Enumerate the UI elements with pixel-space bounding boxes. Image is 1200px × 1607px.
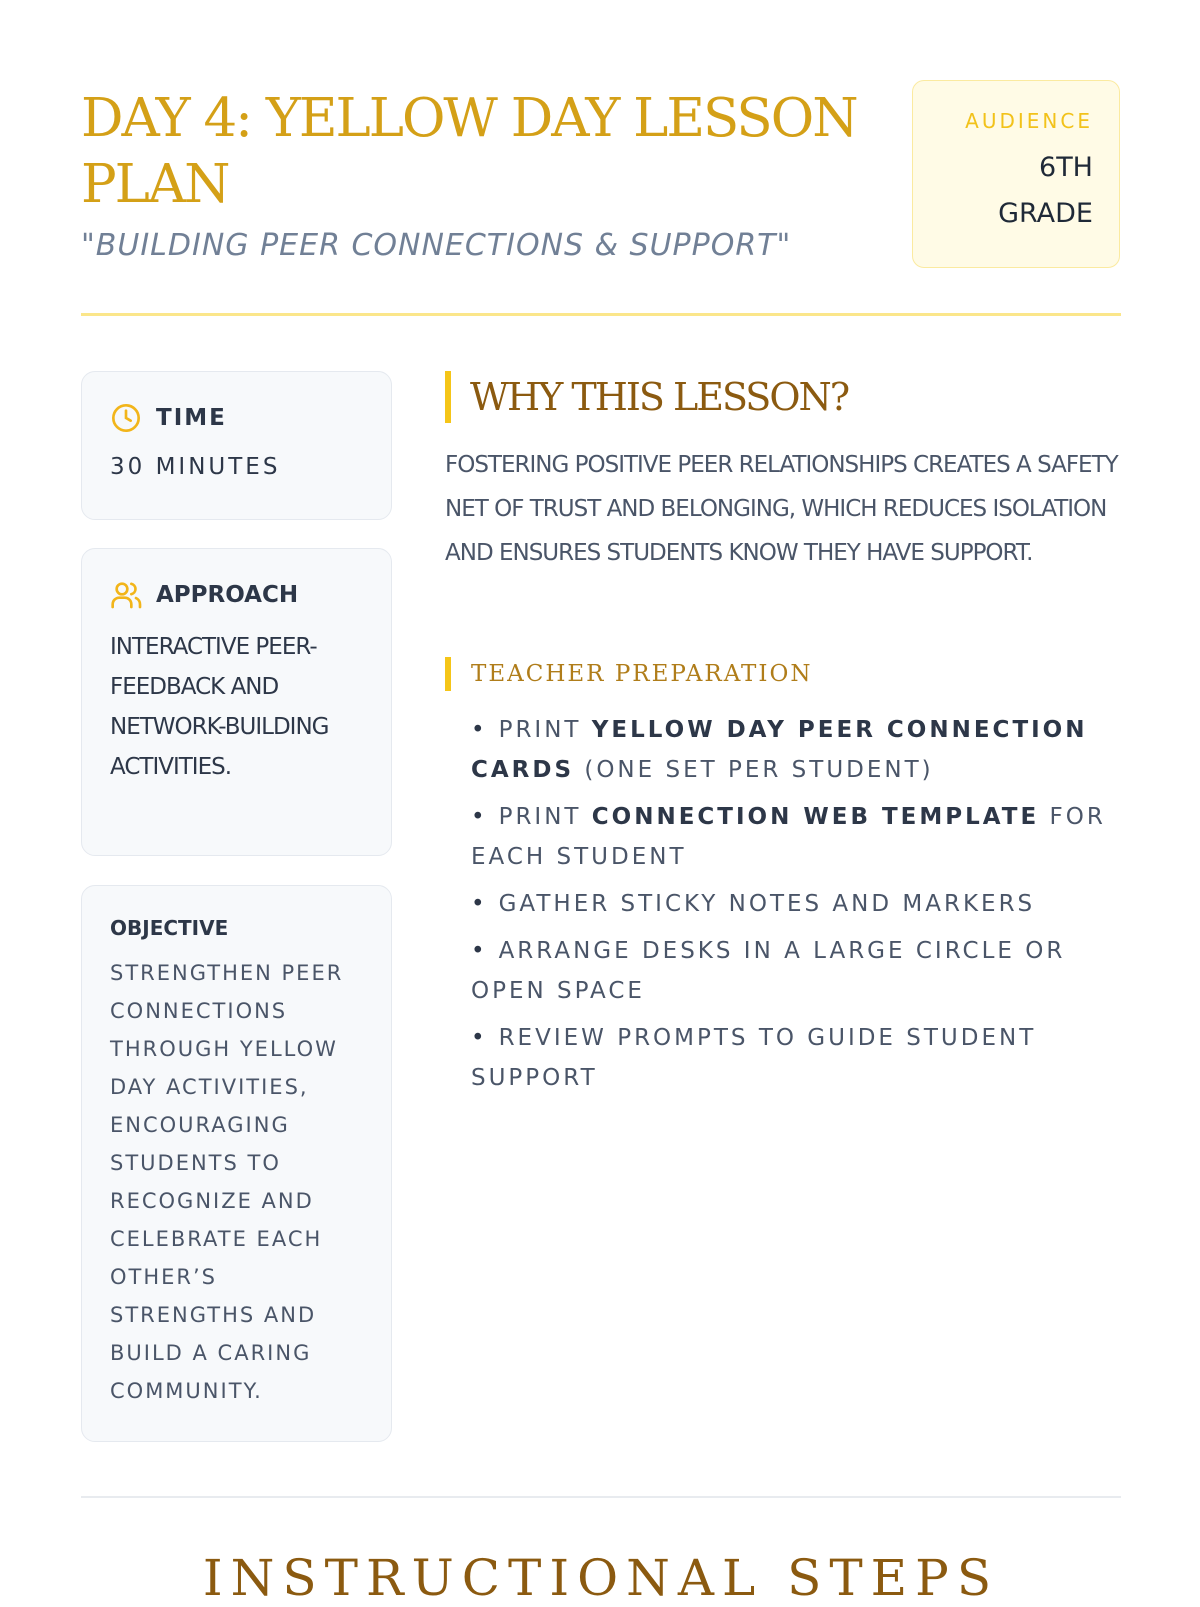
instructional-steps-heading: INSTRUCTIONAL STEPS [202,1549,1000,1607]
audience-badge [912,80,1120,268]
audience-value [913,145,1093,237]
audience-value-line2: GRADE [998,198,1093,229]
why-heading: WHY THIS LESSON? [445,371,848,423]
list-item: • PRINT CONNECTION WEB TEMPLATE FOR EACH STUDENT [471,804,1106,870]
prep-heading: TEACHER PREPARATION [445,657,812,691]
users-icon [110,579,142,611]
list-item: • GATHER STICKY NOTES AND MARKERS [471,891,1036,917]
objective-label: OBJECTIVE [110,916,229,940]
prep-list [471,710,1131,1105]
objective-text: STRENGTHEN PEER CONNECTIONS THROUGH YELLOW DAY ACTIVITIES, ENCOURAGING STUDENTS TO RECOGNIZE AND CELEBRATE EACH OTHER’S STRENGTHS AND BUILD A CARING COMMUNITY. [110,961,344,1403]
why-text: FOSTERING POSITIVE PEER RELATIONSHIPS CREATES A SAFETY NET OF TRUST AND BELONGING, WHICH REDUCES ISOLATION AND ENSURES STUDENTS KNOW THEY HAVE SUPPORT. [445,452,1118,566]
approach-card [81,548,392,856]
list-item: • PRINT YELLOW DAY PEER CONNECTION CARDS (ONE SET PER STUDENT) [471,717,1088,783]
list-item: • REVIEW PROMPTS TO GUIDE STUDENT SUPPORT [471,1025,1037,1091]
audience-label: AUDIENCE [965,109,1093,133]
time-value: 30 MINUTES [110,454,281,480]
page-title: DAY 4: YELLOW DAY LESSON PLAN [81,88,857,215]
time-card [81,371,392,520]
approach-text: INTERACTIVE PEER-FEEDBACK AND NETWORK-BUILDING ACTIVITIES. [110,634,329,780]
audience-value-line1: 6TH [1039,152,1093,183]
objective-card [81,885,392,1442]
time-label: TIME [156,405,227,431]
header-divider [81,313,1121,316]
list-item: • ARRANGE DESKS IN A LARGE CIRCLE OR OPEN SPACE [471,938,1066,1004]
clock-icon [110,402,142,434]
page-subtitle: "BUILDING PEER CONNECTIONS & SUPPORT" [81,228,792,263]
approach-label: APPROACH [156,582,299,608]
section-divider [81,1496,1121,1498]
